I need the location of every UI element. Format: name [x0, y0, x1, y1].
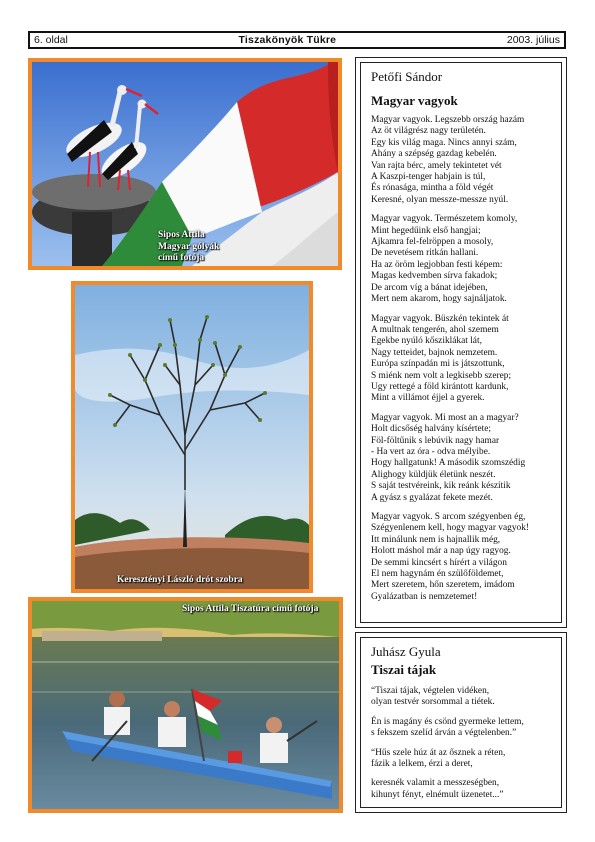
poem1-author: Petőfi Sándor: [371, 69, 443, 84]
page-header: [28, 31, 566, 49]
wire-tree-image: [75, 285, 309, 589]
photo-canoe-caption: Sipos Attila Tiszatúra című fotója: [182, 604, 319, 614]
poem1-verses: [371, 115, 555, 611]
poem1-stanza: Magyar vagyok. Természetem komoly, Mint hegedűink első hangjai; Ajkamra fel-felröppen a mosoly, De nevetésem ritkán hallani. Ha az öröm legjobban festi képem: Magas kedvemben sírva fakadok; De arcom víg a bánat idejében, Mert nem akarom, hogy sajnáljatok.: [371, 214, 518, 305]
poem1-title: Magyar vagyok: [371, 93, 458, 108]
poem-box-juhasz: [355, 632, 567, 813]
page-number: 6. oldal: [34, 34, 68, 46]
photo-wire-tree: [71, 281, 313, 593]
issue-date: 2003. július: [506, 34, 560, 46]
poem2-stanza: “Tiszai tájak, végtelen vidéken, olyan testvér sorsommal a tiétek.: [371, 686, 495, 708]
photo-storks-caption: Sipos Attila Magyar gólyák című fotója: [158, 230, 220, 263]
poem1-stanza: Magyar vagyok. Legszebb ország hazám Az öt világrész nagy területén. Egy kis világ maga. Nincs annyi szám, Ahány a szépség gazdag kebelén. Van rajta bérc, amely tekintetet vét A Kaszpi-tenger habjain is túl, És rónasága, mintha a föld végét Keresné, olyan messze-messze nyúl.: [371, 115, 525, 205]
photo-canoe: [28, 597, 343, 813]
poem2-stanza: Én is magány és csönd gyermeke lettem, s fekszem szelíd árván a végtelenben.”: [371, 716, 524, 739]
poem2-stanza: “Hűs szele húz át az ősznek a réten, fázik a lelkem, érzi a deret,: [371, 747, 506, 770]
poem2-title: Tiszai tájak: [371, 662, 437, 677]
poem-box-petofi: [355, 57, 567, 628]
poem2-author: Juhász Gyula: [371, 644, 441, 659]
canoe-image: [32, 601, 339, 809]
poem2-verses: [371, 686, 555, 809]
poem1-stanza: Magyar vagyok. S arcom szégyenben ég, Szégyenlenem kell, hogy magyar vagyok! Itt minálunk nem is hajnallik még, Holott máshol már a nap úgy ragyog. De semmi kincsért s hírért a világon El nem hagynám én szülőföldemet, Mert szeretem, hőn szeretem, imádom Gyalázatban is nemzetemet!: [371, 512, 530, 602]
poem-frame: [360, 62, 562, 623]
poem2-stanza: keresnék valamit a messzeségben, kihunyt fényt, elnémult üzenetet...”: [371, 778, 504, 800]
poem1-stanza: Magyar vagyok. Büszkén tekintek át A multnak tengerén, ahol szemem Egekbe nyúló kősziklákat lát, Nagy tetteidet, bajnok nemzetem. Európa színpadán mi is játszottunk, S miénk nem volt a legkisebb szerep; Ugy rettegé a föld kirántott kardunk, Mint a villámot éjjel a gyerek.: [371, 313, 512, 404]
publication-title: Tiszakönyök Tükre: [238, 34, 337, 46]
photo-wire-tree-caption: Keresztényi László drót szobra: [117, 575, 243, 585]
poem-frame: [360, 637, 562, 808]
photo-storks: [28, 58, 342, 270]
poem1-stanza: Magyar vagyok. Mi most an a magyar? Holt dicsőség halvány kísértete; Föl-föltűnik s lebúvik nagy hamar - Ha vert az óra - odva mélyibe. Hogy hallgatunk! A második szomszédig Alighogy küldjük életünk neszét. S saját testvéreink, kik reánk készítik A gyász s gyalázat fekete mezét.: [371, 412, 526, 503]
